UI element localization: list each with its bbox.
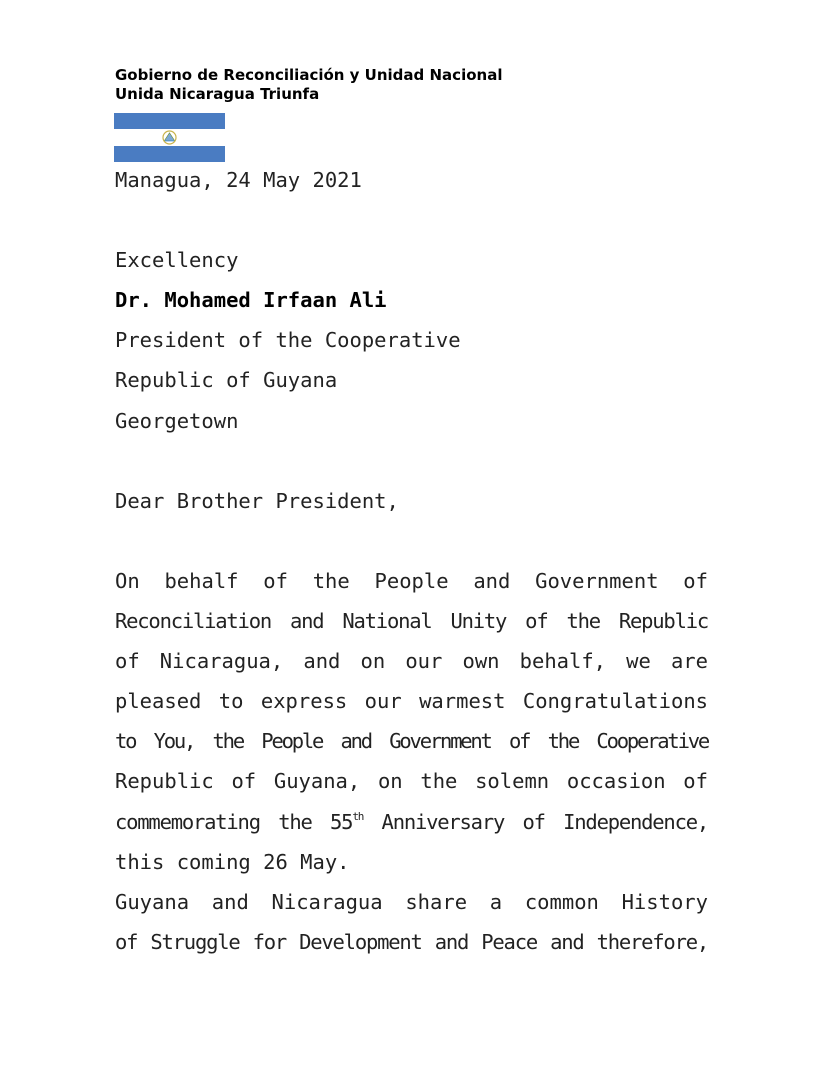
paragraph-line [115,802,708,842]
letterhead-government-name: Gobierno de Reconciliación y Unidad Nacional [115,66,503,84]
greeting: Dear Brother President, [115,488,399,513]
recipient-title-line-2: Republic of Guyana [115,368,338,393]
spacer [115,200,708,240]
paragraph-line: Guyana and Nicaragua share a common History [115,889,708,914]
ordinal-suffix: th [352,809,364,823]
paragraph-line: On behalf of the People and Government of [115,568,708,593]
letter-body [115,160,708,962]
recipient-city: Georgetown [115,408,239,433]
recipient-name: Dr. Mohamed Irfaan Ali [115,288,387,313]
text-segment: Anniversary of Independence, [363,809,708,834]
flag-top-stripe [114,113,225,129]
paragraph-line: of Struggle for Development and Peace and therefore, [115,929,708,954]
paragraph-line: Republic of Guyana, on the solemn occasion of [115,769,708,794]
spacer [115,441,708,481]
congratulations-paragraph [115,561,708,882]
salutation-title: Excellency [115,248,239,273]
date-line: Managua, 24 May 2021 [115,168,362,192]
recipient-title-line-1: President of the Cooperative [115,328,461,353]
text-segment: commemorating the 55 [115,809,353,834]
paragraph-line: this coming 26 May. [115,849,350,874]
letterhead [115,66,502,104]
paragraph-line: pleased to express our warmest Congratulations [115,689,708,714]
spacer [115,521,708,561]
nicaragua-flag-icon [114,113,225,162]
paragraph-line: to You, the People and Government of the Cooperative [115,729,708,754]
paragraph-line: Reconciliation and National Unity of the Republic [115,609,708,634]
letterhead-slogan: Unida Nicaragua Triunfa [115,85,320,103]
paragraph-line: of Nicaragua, and on our own behalf, we are [115,649,708,674]
history-paragraph [115,882,708,962]
